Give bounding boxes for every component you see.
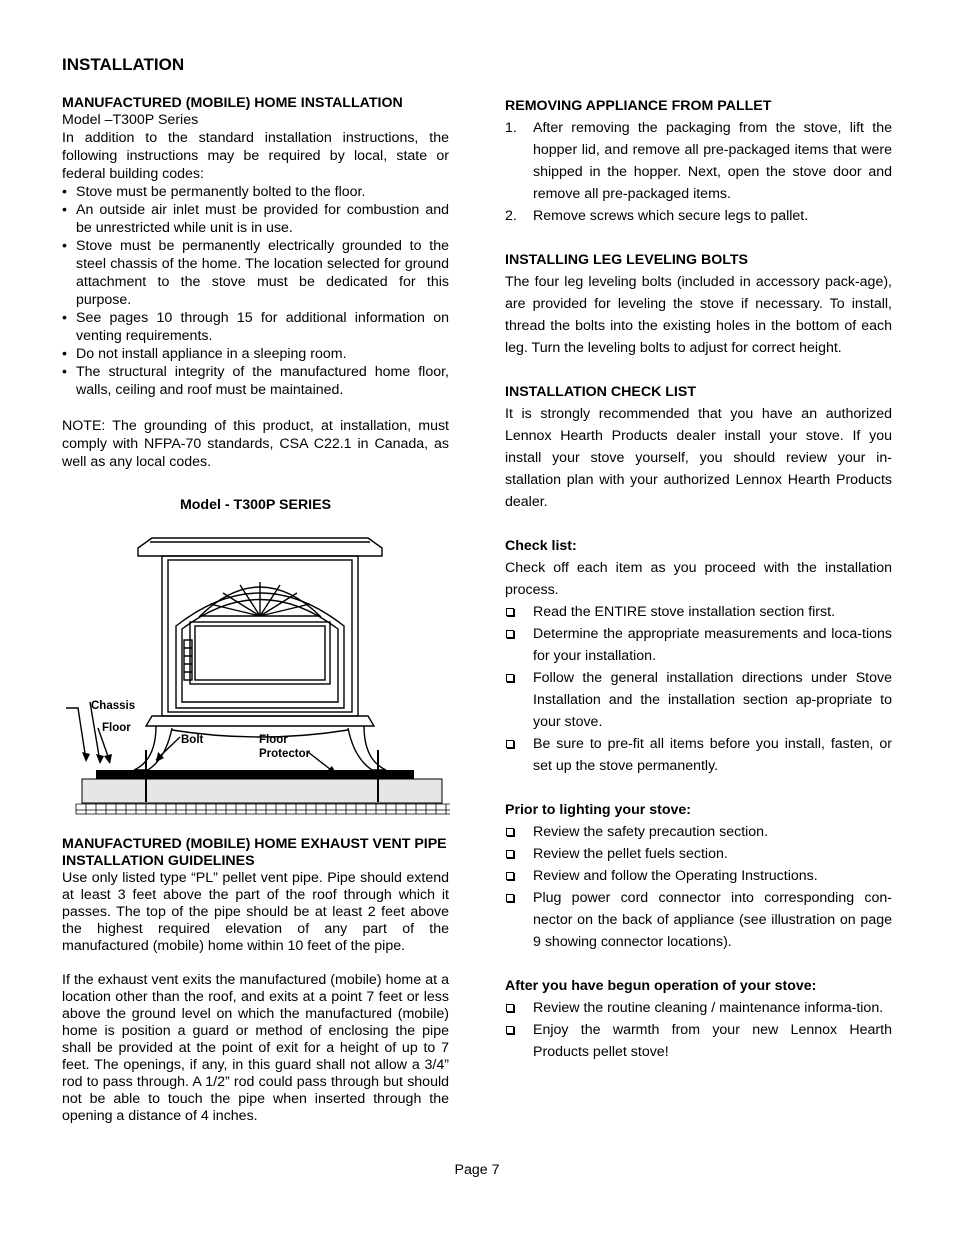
door-handle <box>184 640 192 680</box>
pallet-steps <box>505 117 892 227</box>
chassis-grid <box>76 804 450 814</box>
item-text: Plug power cord connector into corresponding con-nector on the back of appliance (see illustration on page 9 showing connector locations). <box>533 890 892 950</box>
exhaust-para-2: If the exhaust vent exits the manufactured (mobile) home at a location other than the roof, and exits at a point 7 feet or less above the ground level on which the manufactured (mobile) home is position a guard or method of enclosing the pipe shall be provided at the point of exit for a height of up to 7 feet. The openings, if any, in this guard shall not allow a 3/4” rod to pass through. A 1/2” rod could pass through but should not be able to touch the pipe when inserted through the opening a distance of 4 inches. <box>62 972 449 1124</box>
figure-caption: Model - T300P SERIES <box>179 497 332 513</box>
list-item <box>505 997 892 1019</box>
check-intro: Check off each item as you proceed with the installation process. <box>505 560 892 598</box>
item-text: Read the ENTIRE stove installation section first. <box>533 604 836 620</box>
list-item: • Stove must be permanently bolted to the floor. <box>62 183 449 201</box>
step-text: After removing the packaging from the stove, lift the hopper lid, and remove all pre-packaged items that were shipped in the hopper. Next, open the stove door and remove all pre-packaged items. <box>533 120 892 202</box>
label-floor-protector-line2: Protector <box>259 748 311 760</box>
label-floor-protector-line1: Floor <box>259 734 288 746</box>
list-item: • Stove must be permanently electrically grounded to the steel chassis of the home. The location selected for ground attachment to the stove must be dedicated for this purpose. <box>62 237 449 309</box>
checklist-title: INSTALLATION CHECK LIST <box>505 384 696 400</box>
stove-body <box>162 556 358 716</box>
label-chassis: Chassis <box>91 700 136 712</box>
page-number: Page 7 <box>454 1162 500 1178</box>
after-items <box>505 997 892 1063</box>
list-item <box>505 865 892 887</box>
exhaust-section <box>62 836 449 1125</box>
list-item: • See pages 10 through 15 for additional information on venting requirements. <box>62 309 449 345</box>
step-number: 2. <box>505 208 517 224</box>
label-bolt: Bolt <box>181 734 204 746</box>
check-items <box>505 601 892 777</box>
list-item <box>505 843 892 865</box>
item-text: Review and follow the Operating Instructions. <box>533 868 818 884</box>
front-leg <box>134 726 172 770</box>
list-item <box>505 821 892 843</box>
mh-install-intro: In addition to the standard installation instructions, the following instructions may be required by local, state or federal building codes: <box>62 130 449 182</box>
list-item <box>505 1019 892 1063</box>
rear-leg <box>348 726 386 770</box>
after-title: After you have begun operation of your stove: <box>505 978 817 994</box>
mh-install-bullet-list <box>62 183 449 399</box>
step-text: Remove screws which secure legs to pallet. <box>533 208 809 224</box>
mh-install-section <box>62 95 449 471</box>
pallet-title: REMOVING APPLIANCE FROM PALLET <box>505 98 772 114</box>
checkbox-icon <box>506 608 514 616</box>
mh-install-model: Model –T300P Series <box>62 112 199 128</box>
stove-top-cap <box>138 538 382 556</box>
item-text: Enjoy the warmth from your new Lennox Hearth Products pellet stove! <box>533 1022 892 1060</box>
leveling-text: The four leg leveling bolts (included in accessory pack-age), are provided for leveling the stove if necessary. To install, thread the bolts into the existing holes in the bottom of each leg. Turn the leveling bolts to adjust for correct height. <box>505 274 892 356</box>
mh-install-title: MANUFACTURED (MOBILE) HOME INSTALLATION <box>62 95 403 111</box>
list-item <box>505 887 892 953</box>
exhaust-para-1: Use only listed type “PL” pellet vent pipe. Pipe should extend at least 3 feet above the part of the roof through which it passes. The top of the pipe should be at least 2 feet above the highest required elevation of any part of the manufactured (mobile) home within 10 feet of the pipe. <box>62 870 449 954</box>
prior-items <box>505 821 892 953</box>
list-item: • The structural integrity of the manufactured home floor, walls, ceiling and roof must be maintained. <box>62 363 449 399</box>
list-item <box>505 667 892 733</box>
item-text: Follow the general installation directions under Stove Installation and the installation section ap-propriate to your stove. <box>533 670 892 730</box>
label-floor: Floor <box>102 722 131 734</box>
stove-illustration <box>60 530 452 820</box>
list-item: • Do not install appliance in a sleeping room. <box>62 345 449 363</box>
grounding-note: NOTE: The grounding of this product, at installation, must comply with NFPA-70 standards, CSA C22.1 in Canada, as well as any local codes. <box>62 418 449 470</box>
page-heading: INSTALLATION <box>62 55 185 74</box>
list-item: • An outside air inlet must be provided for combustion and be unrestricted while unit is in use. <box>62 201 449 237</box>
list-item <box>505 601 892 623</box>
checkbox-icon <box>506 872 514 880</box>
list-item <box>505 733 892 777</box>
item-text: Determine the appropriate measurements and loca-tions for your installation. <box>533 626 892 664</box>
check-title: Check list: <box>505 538 577 554</box>
prior-title: Prior to lighting your stove: <box>505 802 692 818</box>
right-column <box>505 95 892 1063</box>
checkbox-icon <box>506 740 514 748</box>
item-text: Review the safety precaution section. <box>533 824 769 840</box>
checkbox-icon <box>506 894 514 902</box>
exhaust-title: MANUFACTURED (MOBILE) HOME EXHAUST VENT PIPE INSTALLATION GUIDELINES <box>62 836 447 869</box>
list-item <box>505 623 892 667</box>
item-text: Review the routine cleaning / maintenance informa-tion. <box>533 1000 884 1016</box>
checkbox-icon <box>506 1026 514 1034</box>
checklist-text: It is strongly recommended that you have an authorized Lennox Hearth Products dealer install your stove. If you install your stove yourself, you should review your in-stallation plan with your authorized Lennox Hearth Products dealer. <box>505 406 892 510</box>
leveling-title: INSTALLING LEG LEVELING BOLTS <box>505 252 749 268</box>
list-item <box>505 205 892 227</box>
step-number: 1. <box>505 120 517 136</box>
list-item <box>505 117 892 205</box>
checkbox-icon <box>506 630 514 638</box>
checkbox-icon <box>506 828 514 836</box>
floor-slab <box>82 779 442 803</box>
checkbox-icon <box>506 850 514 858</box>
stove-glass <box>190 622 330 684</box>
floor-protector-pad <box>96 770 414 779</box>
item-text: Review the pellet fuels section. <box>533 846 728 862</box>
checkbox-icon <box>506 1004 514 1012</box>
item-text: Be sure to pre-fit all items before you install, fasten, or set up the stove permanently. <box>533 736 892 774</box>
checkbox-icon <box>506 674 514 682</box>
